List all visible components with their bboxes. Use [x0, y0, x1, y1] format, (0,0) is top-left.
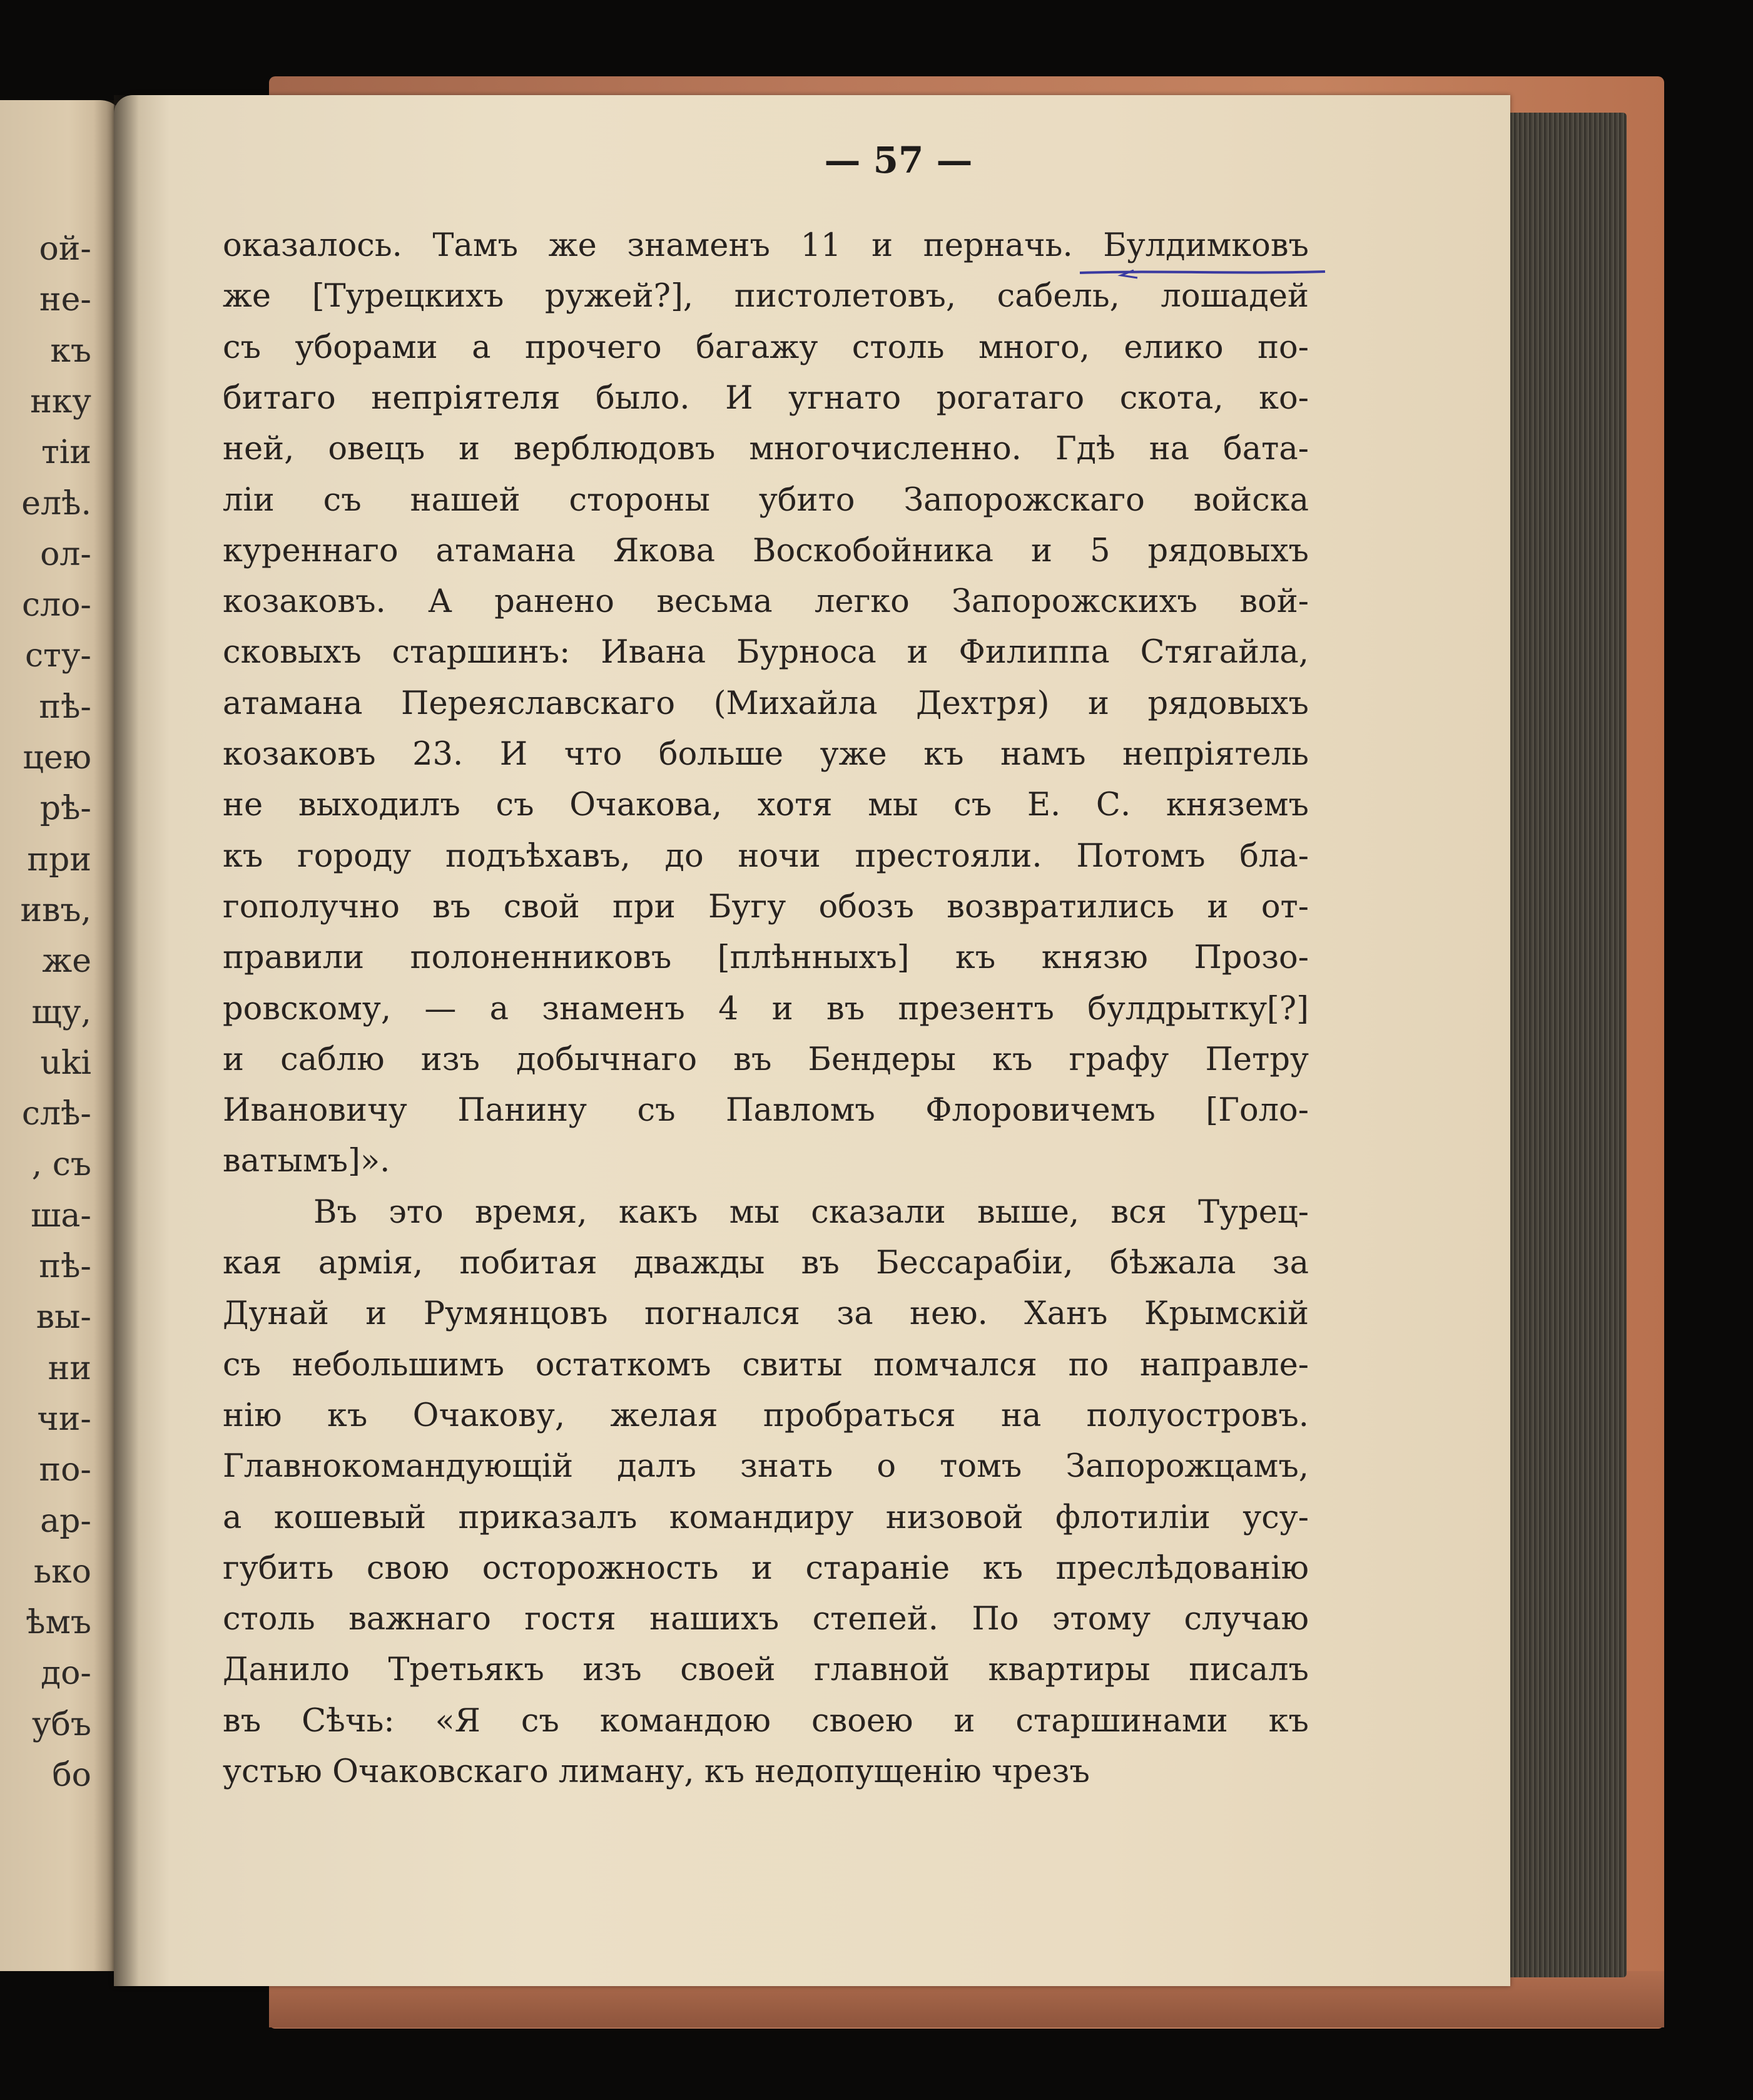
previous-page-fragment: ни [48, 1349, 91, 1387]
text-line: оказалось. Тамъ же знаменъ 11 и перначь. Булдимковъ [223, 227, 1309, 264]
previous-page-fragment: цею [23, 739, 91, 777]
text-line: съ небольшимъ остаткомъ свиты помчался по направле- [223, 1346, 1309, 1384]
previous-page-fragment: ѣмъ [26, 1604, 91, 1642]
page-number: — 57 — [824, 139, 973, 181]
previous-page-fragment: тіи [41, 434, 91, 472]
text-line: козаковъ. А ранено весьма легко Запорожскихъ вой- [223, 583, 1309, 621]
previous-page-fragment: при [27, 840, 91, 879]
text-line: а кошевый приказалъ командиру низовой флотиліи усу- [223, 1499, 1309, 1536]
previous-page-fragment: къ [50, 332, 91, 370]
previous-page-fragment: слѣ- [21, 1095, 91, 1133]
previous-page-fragment: щу, [31, 993, 91, 1031]
text-line: битаго непріятеля было. И угнато рогатаго скота, ко- [223, 379, 1309, 417]
previous-page-fragment: ол- [40, 535, 91, 573]
previous-page-fragment: ша- [31, 1196, 91, 1235]
page-spine-shadow [114, 95, 139, 1986]
previous-page-fragment: ько [33, 1552, 91, 1591]
text-line: куреннаго атамана Якова Воскобойника и 5 рядовыхъ [223, 532, 1309, 569]
text-line: и саблю изъ добычнаго въ Бендеры къ графу Петру [223, 1041, 1309, 1078]
text-line: къ городу подъѣхавъ, до ночи престояли. Потомъ бла- [223, 837, 1309, 875]
previous-page-fragment: по- [39, 1451, 91, 1489]
text-line: кая армія, побитая дважды въ Бессарабіи, бѣжала за [223, 1245, 1309, 1282]
text-line: нію къ Очакову, желая пробраться на полуостровъ. [223, 1397, 1309, 1434]
previous-page-fragment: ивъ, [20, 891, 91, 929]
text-line: ліи съ нашей стороны убито Запорожскаго войска [223, 481, 1309, 519]
previous-page-fragment: нку [30, 382, 91, 421]
previous-page-fragment: не- [39, 281, 91, 319]
text-line: гополучно въ свой при Бугу обозъ возвратились и от- [223, 888, 1309, 925]
previous-page-fragment: чи- [37, 1400, 91, 1438]
previous-page-fragment: пѣ- [39, 688, 91, 726]
text-line: козаковъ 23. И что больше уже къ намъ непріятель [223, 736, 1309, 773]
previous-page-fragment: вы- [36, 1298, 91, 1337]
text-line: съ уборами а прочего багажу столь много, елико по- [223, 329, 1309, 366]
text-line: не выходилъ съ Очакова, хотя мы съ Е. С. княземъ [223, 787, 1309, 824]
text-line: губить свою осторожность и стараніе къ преслѣдованію [223, 1549, 1309, 1587]
text-line: Главнокомандующій далъ знать о томъ Запорожцамъ, [223, 1448, 1309, 1486]
previous-page-fragment: пѣ- [39, 1248, 91, 1285]
previous-page-fragment: ар- [40, 1502, 91, 1540]
previous-page-fragment: , съ [31, 1146, 91, 1184]
previous-page-fragment: елѣ. [21, 484, 91, 522]
previous-page-fragment: ой- [39, 230, 91, 268]
text-line: атамана Переяславскаго (Михайла Дехтря) и рядовыхъ [223, 685, 1309, 722]
text-line: Ивановичу Панину съ Павломъ Флоровичемъ [Голо- [223, 1092, 1309, 1129]
text-line: Въ это время, какъ мы сказали выше, вся Турец- [313, 1193, 1309, 1231]
text-line: сковыхъ старшинъ: Ивана Бурноса и Филиппа Стягайла, [223, 634, 1309, 671]
previous-page-fragment: рѣ- [39, 790, 91, 828]
text-line: же [Турецкихъ ружей?], пистолетовъ, сабель, лошадей [223, 278, 1309, 315]
text-line: Данило Третьякъ изъ своей главной квартиры писалъ [223, 1651, 1309, 1689]
text-line: Дунай и Румянцовъ погнался за нею. Ханъ Крымскій [223, 1295, 1309, 1333]
text-line: столь важнаго гостя нашихъ степей. По этому случаю [223, 1601, 1309, 1638]
previous-page-fragment: бо [52, 1756, 91, 1794]
text-line: ватымъ]». [223, 1143, 390, 1180]
previous-page-fragment: до- [41, 1654, 91, 1693]
text-line: ровскому, — а знаменъ 4 и въ презентъ булдрыткy[?] [223, 990, 1309, 1027]
text-line: правили полоненниковъ [плѣнныхъ] къ князю Прозо- [223, 939, 1309, 977]
text-line: ней, овецъ и верблюдовъ многочисленно. Гдѣ на бата- [223, 431, 1309, 468]
previous-page-fragment: сло- [21, 586, 91, 624]
text-line: въ Сѣчь: «Я съ командою своею и старшинами къ [223, 1702, 1309, 1740]
pen-underline-mark [1077, 264, 1328, 282]
previous-page-fragment: сту- [24, 637, 91, 675]
previous-page-fragment: убъ [32, 1705, 91, 1743]
previous-page-fragment: же [42, 942, 91, 981]
text-line: устью Очаковскаго лиману, къ недопущенію чрезъ [223, 1753, 1090, 1790]
previous-page-fragment: uki [40, 1044, 91, 1082]
page-edges [1501, 113, 1627, 1977]
